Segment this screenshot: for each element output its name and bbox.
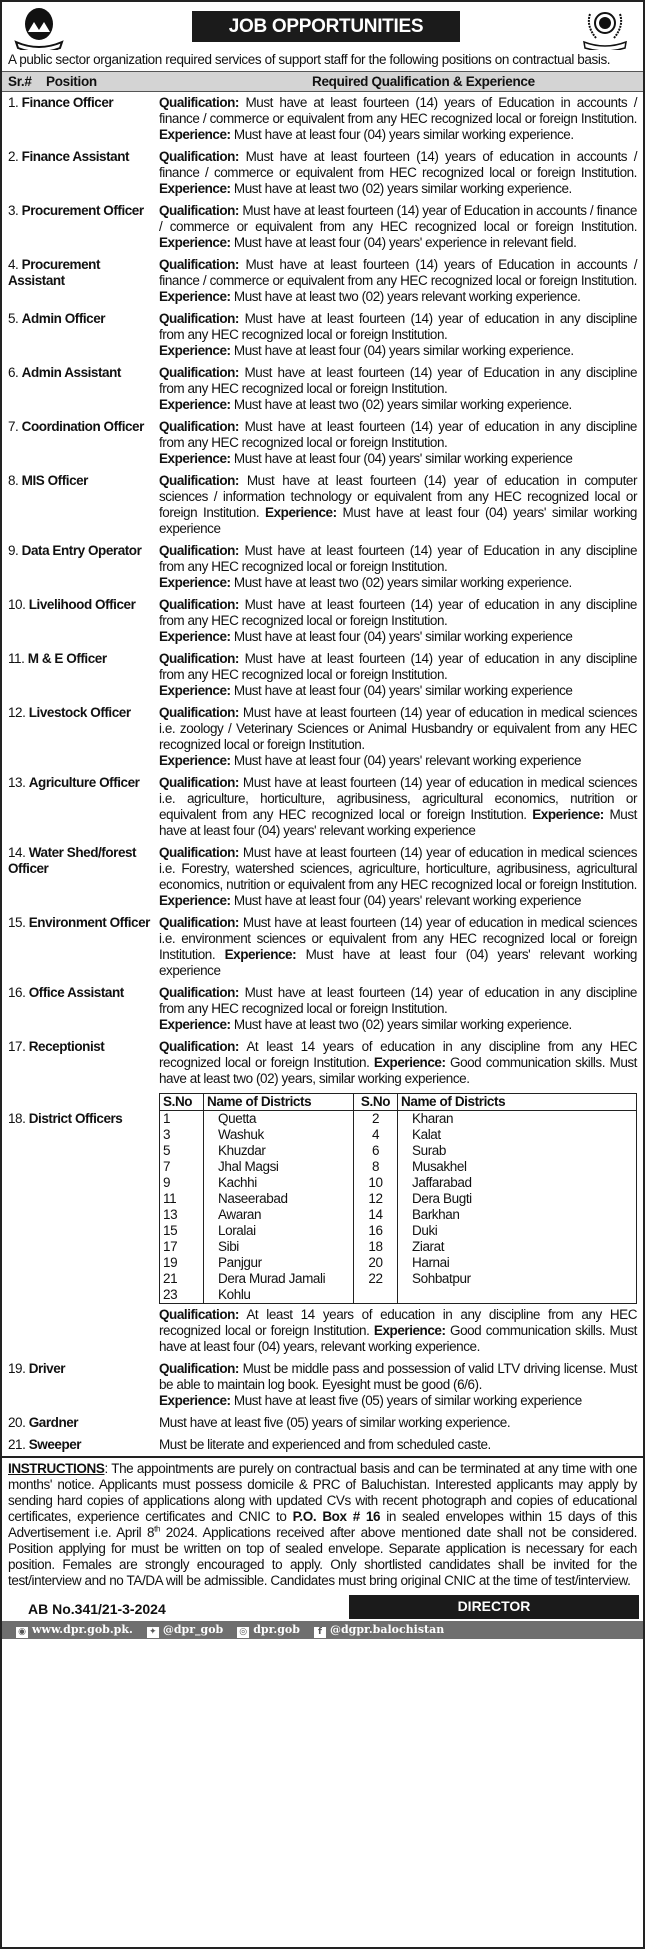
district-name: Musakhel: [398, 1159, 637, 1175]
experience-label: Experience:: [159, 397, 231, 412]
requirement-text: [159, 597, 637, 645]
position-number: 10.: [8, 597, 26, 612]
position-row: [2, 1434, 643, 1456]
ad-header: [2, 2, 643, 52]
experience-label: Experience:: [159, 575, 231, 590]
district-name: Awaran: [204, 1207, 354, 1223]
globe-icon: ◉: [16, 1627, 28, 1638]
qualification-label: Qualification:: [159, 543, 239, 558]
facebook-icon: f: [314, 1627, 326, 1638]
requirement: Must have at least five (05) years of similar working experience.: [159, 1415, 511, 1430]
position-name: Admin Officer: [21, 311, 106, 326]
instructions-text: 2024. Applications received after above mentioned date shall not be considered. Position applying for must be written on top of sealed envelope. Separate application is necessary for each position. Females are strongly encouraged to apply. Only shortlisted candidates shall be invited for the test/interview and no TA/DA will be admissible. Candidates must bring original CNIC at the time of test/interview.: [8, 1525, 637, 1588]
qualification-text: Must have at least fourteen (14) year of Education in any discipline from any HEC recognized local or foreign Institution.: [159, 543, 637, 574]
position-number: 4.: [8, 257, 19, 272]
districts-table-header: [160, 1094, 637, 1111]
col-qualification: Required Qualification & Experience: [312, 74, 535, 89]
district-sno: 15: [160, 1223, 204, 1239]
experience-text: Must have at least two (02) years similar working experience.: [233, 181, 572, 196]
position-row: [2, 912, 643, 982]
qualification-label: Qualification:: [159, 365, 239, 380]
district-row: [160, 1271, 637, 1287]
district-row: [160, 1191, 637, 1207]
district-sno: 14: [354, 1207, 398, 1223]
experience-label: Experience:: [159, 343, 231, 358]
position-title: [8, 149, 155, 197]
requirement-text: [159, 845, 637, 909]
position-row: [2, 362, 643, 416]
instructions-label: INSTRUCTIONS: [8, 1461, 105, 1476]
district-sno: 2: [354, 1111, 398, 1128]
qualification-label: Qualification:: [159, 985, 239, 1000]
position-number: 2.: [8, 149, 19, 164]
qualification-label: Qualification:: [159, 915, 239, 930]
district-sno: 3: [160, 1127, 204, 1143]
position-row: [2, 200, 643, 254]
experience-label: Experience:: [159, 289, 231, 304]
intro-text: A public sector organization required services of support staff for the following positions on contractual basis.: [8, 52, 611, 67]
position-number: 19.: [8, 1361, 26, 1376]
experience-text: Must have at least two (02) years similar working experience.: [233, 1017, 572, 1032]
position-number: 1.: [8, 95, 19, 110]
signatory: DIRECTOR: [349, 1595, 639, 1619]
position-number: 13.: [8, 775, 26, 790]
district-sno: 10: [354, 1175, 398, 1191]
requirement-text: [159, 203, 637, 251]
position-number: 18.: [8, 1111, 26, 1126]
requirement-text: [159, 95, 637, 143]
department-seal-logo: [576, 6, 634, 50]
position-name: Procurement Assistant: [8, 257, 100, 288]
experience-text: Must have at least four (04) years' relevant working experience: [233, 753, 582, 768]
district-name: Harnai: [398, 1255, 637, 1271]
districts-table: [159, 1093, 637, 1304]
experience-label: Experience:: [373, 1323, 446, 1338]
districts-column-header: S.No: [160, 1094, 204, 1111]
position-name: Admin Assistant: [21, 365, 121, 380]
twitter-icon: ✦: [147, 1627, 159, 1638]
district-name: Loralai: [204, 1223, 354, 1239]
facebook-handle: @dgpr.balochistan: [329, 1623, 445, 1636]
experience-label: Experience:: [159, 1017, 231, 1032]
district-row: [160, 1159, 637, 1175]
experience-text: Must have at least two (02) years similar working experience.: [233, 575, 572, 590]
position-title: [8, 705, 155, 769]
district-name: Kalat: [398, 1127, 637, 1143]
district-sno: 17: [160, 1239, 204, 1255]
qualification-label: Qualification:: [159, 1307, 239, 1322]
experience-label: Experience:: [159, 1393, 231, 1408]
position-name: MIS Officer: [21, 473, 88, 488]
district-sno: 5: [160, 1143, 204, 1159]
district-row: [160, 1175, 637, 1191]
position-title: [8, 1361, 155, 1409]
experience-text: Must have at least two (02) years relevant working experience.: [233, 289, 581, 304]
position-row: [2, 1036, 643, 1090]
experience-text: Must have at least four (04) years' relevant working experience: [233, 893, 582, 908]
position-row: [2, 254, 643, 308]
district-row: [160, 1255, 637, 1271]
position-row: [2, 1090, 643, 1358]
experience-text: Must have at least four (04) years' relevant working experience: [159, 807, 637, 838]
experience-label: Experience:: [159, 629, 231, 644]
position-row: [2, 594, 643, 648]
instructions-text: in sealed envelopes within 15 days of this Advertisement i.e. April 8: [8, 1509, 637, 1540]
position-number: 16.: [8, 985, 26, 1000]
experience-text: Must have at least four (04) years' experience in relevant field.: [233, 235, 577, 250]
position-number: 15.: [8, 915, 26, 930]
qualification-text: Must have at least fourteen (14) year of education in medical sciences i.e. environment sciences or equivalent from any HEC recognized local or foreign Institution.: [159, 915, 637, 962]
position-title: [8, 1039, 155, 1087]
website-text: www.dpr.gob.pk.: [32, 1623, 133, 1636]
position-number: 8.: [8, 473, 19, 488]
district-name: Sohbatpur: [398, 1271, 637, 1287]
requirement-text: [159, 915, 637, 979]
experience-text: Good communication skills. Must have at least two (02) years, similar working experience.: [159, 1055, 637, 1086]
district-sno: [354, 1287, 398, 1304]
instructions: [2, 1456, 643, 1593]
instagram-icon: ◎: [237, 1627, 249, 1638]
district-sno: 18: [354, 1239, 398, 1255]
position-title: [8, 419, 155, 467]
qualification-label: Qualification:: [159, 203, 239, 218]
position-row: [2, 1358, 643, 1412]
position-name: Data Entry Operator: [21, 543, 142, 558]
experience-label: Experience:: [159, 451, 231, 466]
qualification-text: At least 14 years of education in any discipline from any HEC recognized local or foreign Institution.: [159, 1039, 637, 1070]
district-name: Dera Murad Jamali: [204, 1271, 354, 1287]
requirement-text: [159, 1093, 637, 1355]
position-name: Receptionist: [28, 1039, 105, 1054]
position-name: Sweeper: [28, 1437, 82, 1452]
districts-column-header: S.No: [354, 1094, 398, 1111]
position-number: 5.: [8, 311, 19, 326]
district-sno: 11: [160, 1191, 204, 1207]
position-row: [2, 308, 643, 362]
requirement-text: [159, 365, 637, 413]
district-sno: 12: [354, 1191, 398, 1207]
position-number: 7.: [8, 419, 19, 434]
position-title: [8, 845, 155, 909]
districts-column-header: Name of Districts: [204, 1094, 354, 1111]
position-name: Water Shed/forest Officer: [8, 845, 137, 876]
experience-label: Experience:: [159, 683, 231, 698]
district-name: Dera Bugti: [398, 1191, 637, 1207]
po-box: P.O. Box # 16: [292, 1509, 381, 1524]
experience-text: Must have at least four (04) years' similar working experience: [233, 451, 573, 466]
district-row: [160, 1223, 637, 1239]
superscript: th: [154, 1524, 160, 1534]
position-title: [8, 203, 155, 251]
district-name: Quetta: [204, 1111, 354, 1128]
experience-text: Must have at least two (02) years similar working experience.: [233, 397, 572, 412]
experience-label: Experience:: [265, 505, 337, 520]
qualification-label: Qualification:: [159, 651, 239, 666]
experience-text: Must have at least four (04) years' relevant working experience: [159, 947, 637, 978]
position-name: Livelihood Officer: [28, 597, 136, 612]
position-name: Environment Officer: [28, 915, 150, 930]
requirement-text: [159, 705, 637, 769]
positions-list: [2, 92, 643, 1456]
qualification-label: Qualification:: [159, 1361, 239, 1376]
experience-label: Experience:: [159, 181, 231, 196]
qualification-text: Must have at least fourteen (14) year of education in any discipline from any HEC recognized local or foreign Institution.: [159, 311, 637, 342]
signature-area: [2, 1593, 643, 1621]
col-position: Position: [46, 74, 97, 89]
position-row: [2, 842, 643, 912]
position-row: [2, 416, 643, 470]
qualification-label: Qualification:: [159, 257, 239, 272]
qualification-text: Must have at least fourteen (14) year of education in any discipline from any HEC recognized local or foreign Institution.: [159, 419, 637, 450]
position-row: [2, 146, 643, 200]
position-row: [2, 982, 643, 1036]
position-number: 14.: [8, 845, 26, 860]
qualification-text: Must have at least fourteen (14) year of Education in any discipline from any HEC recognized local or foreign Institution.: [159, 365, 637, 396]
position-number: 20.: [8, 1415, 26, 1430]
district-name: Jhal Magsi: [204, 1159, 354, 1175]
district-row: [160, 1111, 637, 1128]
districts-column-header: Name of Districts: [398, 1094, 637, 1111]
position-number: 9.: [8, 543, 19, 558]
position-name: M & E Officer: [27, 651, 107, 666]
position-number: 17.: [8, 1039, 26, 1054]
position-name: Agriculture Officer: [28, 775, 140, 790]
district-name: Kohlu: [204, 1287, 354, 1304]
district-name: Washuk: [204, 1127, 354, 1143]
position-row: [2, 470, 643, 540]
instructions-text: : The appointments are purely on contractual basis and can be terminated at any time with one months' notice. Applicants must possess domicile & PRC of Baluchistan. Interested applicants may apply by sending hard copies of applications along with updated CVs with recent photograph and copies of educational certificates, experience certificates and CNIC to: [8, 1461, 637, 1524]
district-sno: 6: [354, 1143, 398, 1159]
position-name: Office Assistant: [28, 985, 124, 1000]
social-bar: [2, 1621, 643, 1639]
position-name: Finance Officer: [21, 95, 114, 110]
qualification-text: Must have at least fourteen (14) year of Education in accounts / finance / commerce or equivalent from any HEC recognized local or foreign Institution.: [159, 203, 637, 234]
instagram-link[interactable]: [237, 1621, 300, 1639]
qualification-label: Qualification:: [159, 419, 239, 434]
experience-text: Must have at least four (04) years' similar working experience: [233, 683, 573, 698]
district-row: [160, 1207, 637, 1223]
district-name: Duki: [398, 1223, 637, 1239]
position-number: 12.: [8, 705, 26, 720]
district-row: [160, 1127, 637, 1143]
table-header: [2, 71, 643, 92]
position-title: [8, 473, 155, 537]
district-sno: 19: [160, 1255, 204, 1271]
position-number: 3.: [8, 203, 19, 218]
experience-label: Experience:: [159, 893, 231, 908]
experience-label: Experience:: [224, 947, 297, 962]
requirement-text: [159, 257, 637, 305]
requirement-text: [159, 419, 637, 467]
position-title: [8, 1093, 155, 1355]
balochistan-emblem-logo: [10, 6, 68, 50]
position-title: [8, 597, 155, 645]
requirement-text: [159, 985, 637, 1033]
district-name: Kharan: [398, 1111, 637, 1128]
position-name: Driver: [28, 1361, 66, 1376]
experience-text: Must have at least four (04) years similar working experience.: [233, 127, 574, 142]
qualification-text: At least 14 years of education in any discipline from any HEC recognized local or foreign Institution.: [159, 1307, 637, 1338]
district-sno: 1: [160, 1111, 204, 1128]
district-name: Ziarat: [398, 1239, 637, 1255]
district-sno: 16: [354, 1223, 398, 1239]
experience-text: Must have at least four (04) years' similar working experience: [159, 505, 637, 536]
district-sno: 23: [160, 1287, 204, 1304]
experience-text: Must have at least five (05) years of similar working experience: [233, 1393, 582, 1408]
position-title: [8, 257, 155, 305]
col-sr: Sr.#: [8, 74, 32, 89]
position-row: [2, 772, 643, 842]
district-row: [160, 1239, 637, 1255]
requirement: Must be literate and experienced and from scheduled caste.: [159, 1437, 491, 1452]
requirement-text: [159, 775, 637, 839]
experience-label: Experience:: [159, 753, 231, 768]
district-name: Kachhi: [204, 1175, 354, 1191]
qualification-text: Must have at least fourteen (14) years of Education in accounts / finance / commerce or equivalent from any HEC recognized local or foreign Institution.: [159, 257, 637, 288]
position-name: District Officers: [28, 1111, 123, 1126]
qualification-label: Qualification:: [159, 845, 239, 860]
district-sno: 8: [354, 1159, 398, 1175]
requirement-text: [159, 1039, 637, 1087]
position-number: 6.: [8, 365, 19, 380]
experience-label: Experience:: [159, 235, 231, 250]
position-row: [2, 648, 643, 702]
district-sno: 7: [160, 1159, 204, 1175]
district-sno: 22: [354, 1271, 398, 1287]
requirement-text: [159, 1361, 637, 1409]
requirement-text: [159, 473, 637, 537]
district-row: [160, 1287, 637, 1304]
qualification-text: Must be middle pass and possession of valid LTV driving license. Must be able to maintain log book. Eyesight must be good (6/6).: [159, 1361, 637, 1392]
position-row: [2, 1412, 643, 1434]
experience-text: Must have at least four (04) years' similar working experience: [233, 629, 573, 644]
district-name: Khuzdar: [204, 1143, 354, 1159]
position-row: [2, 540, 643, 594]
position-title: [8, 543, 155, 591]
qualification-label: Qualification:: [159, 149, 239, 164]
requirement-text: [159, 1437, 637, 1453]
district-row: [160, 1143, 637, 1159]
position-title: [8, 651, 155, 699]
qualification-text: Must have at least fourteen (14) years of education in accounts / finance / commerce or equivalent from HEC recognized local or foreign Institution.: [159, 149, 637, 180]
district-name: Naseerabad: [204, 1191, 354, 1207]
qualification-text: Must have at least fourteen (14) year of education in medical sciences i.e. zoology / Veterinary Sciences or Animal Husbandry or equivalent from any HEC recognized local or foreign Institution.: [159, 705, 637, 752]
position-row: [2, 92, 643, 146]
position-title: [8, 985, 155, 1033]
qualification-label: Qualification:: [159, 597, 239, 612]
position-name: Procurement Officer: [21, 203, 144, 218]
position-name: Livestock Officer: [28, 705, 131, 720]
qualification-text: Must have at least fourteen (14) years of Education in accounts / finance / commerce or equivalent from any HEC recognized local or foreign Institution.: [159, 95, 637, 126]
qualification-label: Qualification:: [159, 775, 239, 790]
position-name: Coordination Officer: [21, 419, 144, 434]
requirement-text: [159, 149, 637, 197]
district-sno: 13: [160, 1207, 204, 1223]
position-title: [8, 95, 155, 143]
website-link[interactable]: [16, 1621, 133, 1639]
qualification-text: Must have at least fourteen (14) year of education in any discipline from any HEC recognized local or foreign Institution.: [159, 597, 637, 628]
position-title: [8, 1437, 155, 1453]
qualification-text: Must have at least fourteen (14) year of education in medical sciences i.e. Forestry, watershed sciences, agriculture, horticulture, agribusiness, agricultural economics, nutrition or equivalent from any HEC recognized local or foreign Institution.: [159, 845, 637, 892]
page-title: JOB OPPORTUNITIES: [192, 11, 460, 42]
district-name: Sibi: [204, 1239, 354, 1255]
experience-label: Experience:: [373, 1055, 446, 1070]
qualification-label: Qualification:: [159, 705, 239, 720]
qualification-text: Must have at least fourteen (14) year of education in medical sciences i.e. agriculture, horticulture, agribusiness, agricultural economics, nutrition or equivalent from any HEC recognized local or foreign Institution.: [159, 775, 637, 822]
position-title: [8, 311, 155, 359]
position-number: 21.: [8, 1437, 26, 1452]
instagram-handle: dpr.gob: [253, 1623, 300, 1636]
twitter-link[interactable]: [147, 1621, 223, 1639]
facebook-link[interactable]: [314, 1621, 444, 1639]
experience-label: Experience:: [532, 807, 604, 822]
requirement-text: [159, 651, 637, 699]
district-name: Jaffarabad: [398, 1175, 637, 1191]
requirement-text: [159, 311, 637, 359]
qualification-text: Must have at least fourteen (14) year of education in any discipline from any HEC recognized local or foreign Institution.: [159, 651, 637, 682]
position-name: Finance Assistant: [21, 149, 130, 164]
requirement-text: [159, 1415, 637, 1431]
experience-label: Experience:: [159, 127, 231, 142]
qualification-label: Qualification:: [159, 311, 239, 326]
district-sno: 20: [354, 1255, 398, 1271]
qualification-label: Qualification:: [159, 1039, 239, 1054]
district-sno: 9: [160, 1175, 204, 1191]
district-name: Barkhan: [398, 1207, 637, 1223]
experience-text: Must have at least four (04) years similar working experience.: [233, 343, 574, 358]
twitter-handle: @dpr_gob: [162, 1623, 224, 1636]
qualification-text: Must have at least fourteen (14) year of education in any discipline from any HEC recognized local or foreign Institution.: [159, 985, 637, 1016]
qualification-text: Must have at least fourteen (14) year of education in computer sciences / information technology or equivalent from any HEC recognized local or foreign Institution.: [159, 473, 637, 520]
position-number: 11.: [8, 651, 25, 666]
position-name: Gardner: [28, 1415, 79, 1430]
experience-text: Good communication skills. Must have at least four (04) years, relevant working experience.: [159, 1323, 637, 1354]
district-name: Panjgur: [204, 1255, 354, 1271]
position-title: [8, 365, 155, 413]
qualification-label: Qualification:: [159, 473, 239, 488]
ab-number: AB No.341/21-3-2024: [28, 1601, 166, 1617]
district-name: [398, 1287, 637, 1304]
qualification-label: Qualification:: [159, 95, 239, 110]
position-title: [8, 1415, 155, 1431]
requirement-text: [159, 543, 637, 591]
district-name: Surab: [398, 1143, 637, 1159]
district-sno: 4: [354, 1127, 398, 1143]
position-title: [8, 915, 155, 979]
position-title: [8, 775, 155, 839]
position-row: [2, 702, 643, 772]
district-sno: 21: [160, 1271, 204, 1287]
